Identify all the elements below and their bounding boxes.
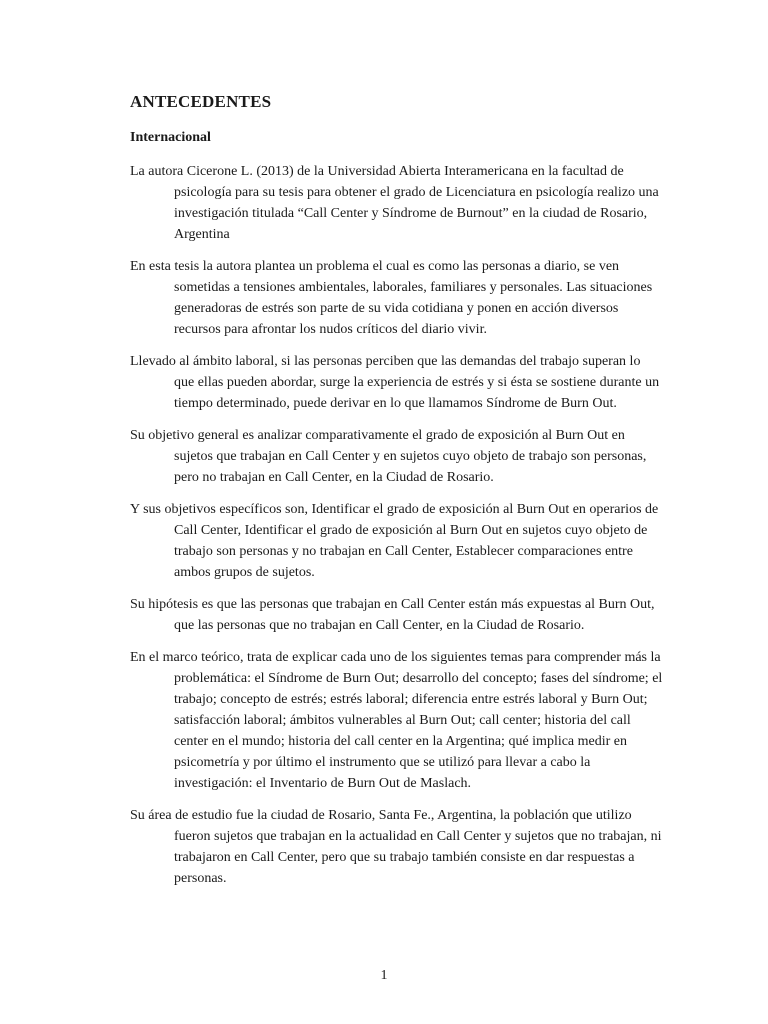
paragraph-theoretical-framework: En el marco teórico, trata de explicar cada uno de los siguientes temas para comprender más la problemática: el Síndrome de Burn Out; desarrollo del concepto; fases del síndrome; el trabajo; concepto de estrés; estrés laboral; diferencia entre estrés laboral y Burn Out; satisfacción laboral; ámbitos vulnerables al Burn Out; call center; historia del call center en el mundo; historia del call center en la Argentina; qué implica medir en psicometría y por último el instrumento que se utilizó para llevar a cabo la investigación: el Inventario de Burn Out de Maslach. xyxy=(130,650,663,791)
paragraph-author-study: La autora Cicerone L. (2013) de la Universidad Abierta Interamericana en la facultad de psicología para su tesis para obtener el grado de Licenciatura en psicología realizo una investigación titulada “Call Center y Síndrome de Burnout” en la ciudad de Rosario, Argentina xyxy=(130,164,659,242)
section-title: ANTECEDENTES xyxy=(130,92,272,111)
paragraph-problem: En esta tesis la autora plantea un problema el cual es como las personas a diario, se ven sometidas a tensiones ambientales, laborales, familiares y personales. Las situaciones generadoras de estrés son parte de su vida cotidiana y ponen en acción diversos recursos para afrontar los nudos críticos del diario vivir. xyxy=(130,259,653,337)
page-number: 1 xyxy=(380,968,388,983)
paragraph-work-context: Llevado al ámbito laboral, si las personas perciben que las demandas del trabajo superan lo que ellas pueden abordar, surge la experiencia de estrés y si ésta se sostiene durante un tiempo determinado, puede derivar en lo que llamamos Síndrome de Burn Out. xyxy=(130,354,660,411)
paragraph-general-objective: Su objetivo general es analizar comparativamente el grado de exposición al Burn Out en sujetos que trabajan en Call Center y en sujetos cuyo objeto de trabajo son personas, pero no trabajan en Call Center, en la Ciudad de Rosario. xyxy=(130,428,647,485)
paragraph-hypothesis: Su hipótesis es que las personas que trabajan en Call Center están más expuestas al Burn Out, que las personas que no trabajan en Call Center, en la Ciudad de Rosario. xyxy=(130,597,655,633)
section-subtitle: Internacional xyxy=(130,130,211,145)
paragraph-study-area: Su área de estudio fue la ciudad de Rosario, Santa Fe., Argentina, la población que utilizo fueron sujetos que trabajan en la actualidad en Call Center y sujetos que no trabajan, ni trabajaron en Call Center, pero que su trabajo también consiste en dar respuestas a personas. xyxy=(130,808,662,886)
page-content xyxy=(130,92,664,900)
paragraph-specific-objectives: Y sus objetivos específicos son, Identificar el grado de exposición al Burn Out en operarios de Call Center, Identificar el grado de exposición al Burn Out en sujetos cuyo objeto de trabajo son personas y no trabajan en Call Center, Establecer comparaciones entre ambos grupos de sujetos. xyxy=(130,502,659,580)
